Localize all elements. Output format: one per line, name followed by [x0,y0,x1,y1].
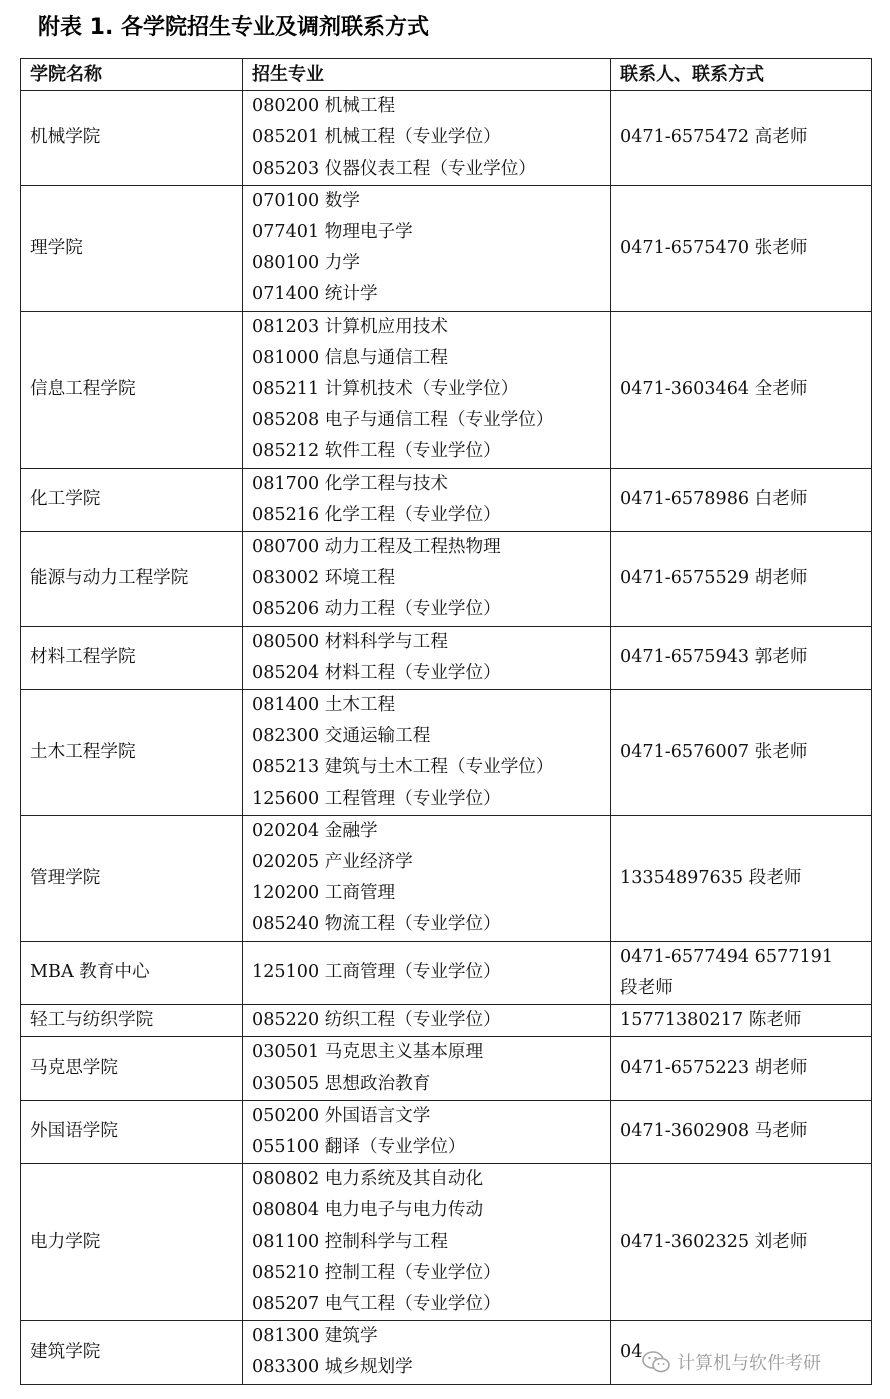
contact-cell [611,91,872,186]
major-item: 077401 物理电子学 [252,222,413,243]
majors-cell [243,1037,611,1100]
college-name-cell: 材料工程学院 [21,626,243,689]
college-contact-table [20,58,872,1385]
college-name-cell: 外国语学院 [21,1100,243,1163]
contact-cell [611,941,872,1004]
college-name-cell: 机械学院 [21,91,243,186]
contact-line: 13354897635 段老师 [620,867,802,888]
table-row [21,815,872,941]
majors-cell [243,815,611,941]
major-item: 081000 信息与通信工程 [252,347,448,368]
contact-line: 0471-6575470 张老师 [620,237,808,258]
contact-line: 段老师 [620,977,673,998]
contact-line: 0471-6578986 白老师 [620,489,808,510]
major-item: 081203 计算机应用技术 [252,316,448,337]
majors-cell [243,1100,611,1163]
major-item: 071400 统计学 [252,284,378,305]
major-item: 080200 机械工程 [252,96,396,117]
major-item: 085240 物流工程（专业学位） [252,914,501,935]
header-college: 学院名称 [21,59,243,91]
major-item: 085206 动力工程（专业学位） [252,599,501,620]
table-row [21,1164,872,1321]
majors-cell [243,468,611,531]
major-item: 080700 动力工程及工程热物理 [252,537,501,558]
table-row [21,91,872,186]
contact-line: 0471-3602325 刘老师 [620,1231,808,1252]
contact-cell [611,1164,872,1321]
major-item: 085203 仪器仪表工程（专业学位） [252,158,536,179]
table-row [21,1100,872,1163]
table-row [21,311,872,468]
contact-cell [611,690,872,816]
table-row [21,941,872,1004]
contact-cell [611,468,872,531]
contact-cell [611,1100,872,1163]
college-name-cell: 信息工程学院 [21,311,243,468]
major-item: 050200 外国语言文学 [252,1105,431,1126]
page-title: 附表 1. 各学院招生专业及调剂联系方式 [38,15,429,40]
college-name-cell: 化工学院 [21,468,243,531]
contact-line: 0471-6575943 郭老师 [620,647,808,668]
header-contact: 联系人、联系方式 [611,59,872,91]
majors-cell [243,690,611,816]
contact-line: 15771380217 陈老师 [620,1010,802,1031]
majors-cell [243,1005,611,1037]
contact-cell [611,815,872,941]
table-row [21,185,872,311]
contact-line: 0471-6575223 胡老师 [620,1057,808,1078]
contact-line: 0471-6575529 胡老师 [620,568,808,589]
major-item: 081300 建筑学 [252,1326,378,1347]
majors-cell [243,1321,611,1384]
major-item: 055100 翻译（专业学位） [252,1136,466,1157]
watermark-text: 计算机与软件考研 [677,1353,821,1374]
table-row [21,690,872,816]
majors-cell [243,532,611,627]
major-item: 020204 金融学 [252,820,378,841]
contact-line: 0471-3603464 全老师 [620,379,808,400]
major-item: 082300 交通运输工程 [252,726,431,747]
contact-cell [611,626,872,689]
college-name-cell: 建筑学院 [21,1321,243,1384]
major-item: 085204 材料工程（专业学位） [252,662,501,683]
major-item: 030501 马克思主义基本原理 [252,1042,484,1063]
major-item: 080804 电力电子与电力传动 [252,1200,484,1221]
table-body [21,91,872,1384]
contact-line: 0471-6577494 6577191 [620,946,834,967]
major-item: 085211 计算机技术（专业学位） [252,379,519,400]
majors-cell [243,311,611,468]
contact-cell [611,1321,872,1384]
college-name-cell: 轻工与纺织学院 [21,1005,243,1037]
college-name-cell: 能源与动力工程学院 [21,532,243,627]
majors-cell [243,1164,611,1321]
major-item: 085220 纺织工程（专业学位） [252,1010,501,1031]
major-item: 085212 软件工程（专业学位） [252,441,501,462]
college-name-cell: 马克思学院 [21,1037,243,1100]
contact-cell [611,311,872,468]
contact-line: 0471-6576007 张老师 [620,741,808,762]
college-name-cell: 土木工程学院 [21,690,243,816]
major-item: 125600 工程管理（专业学位） [252,788,501,809]
table-row [21,1321,872,1384]
college-name-cell: 管理学院 [21,815,243,941]
contact-line: 04 [620,1341,643,1362]
majors-cell [243,91,611,186]
major-item: 020205 产业经济学 [252,852,413,873]
major-item: 081100 控制科学与工程 [252,1231,448,1252]
major-item: 081400 土木工程 [252,695,396,716]
major-item: 085210 控制工程（专业学位） [252,1262,501,1283]
majors-cell [243,941,611,1004]
major-item: 080802 电力系统及其自动化 [252,1169,484,1190]
major-item: 080100 力学 [252,253,360,274]
major-item: 085213 建筑与土木工程（专业学位） [252,757,554,778]
header-majors: 招生专业 [243,59,611,91]
contact-cell [611,1037,872,1100]
table-row [21,468,872,531]
contact-cell [611,185,872,311]
contact-cell [611,1005,872,1037]
table-row [21,626,872,689]
major-item: 085216 化学工程（专业学位） [252,504,501,525]
college-name-cell: 理学院 [21,185,243,311]
college-name-cell: MBA 教育中心 [21,941,243,1004]
major-item: 070100 数学 [252,190,360,211]
college-name-cell: 电力学院 [21,1164,243,1321]
contact-line: 0471-3602908 马老师 [620,1121,808,1142]
table-row [21,532,872,627]
majors-cell [243,626,611,689]
major-item: 080500 材料科学与工程 [252,631,448,652]
major-item: 085201 机械工程（专业学位） [252,127,501,148]
contact-cell [611,532,872,627]
major-item: 085208 电子与通信工程（专业学位） [252,410,554,431]
major-item: 120200 工商管理 [252,883,396,904]
major-item: 081700 化学工程与技术 [252,473,448,494]
contact-line: 0471-6575472 高老师 [620,127,808,148]
major-item: 083300 城乡规划学 [252,1357,413,1378]
majors-cell [243,185,611,311]
table-row [21,1037,872,1100]
table-row [21,1005,872,1037]
major-item: 083002 环境工程 [252,568,396,589]
major-item: 085207 电气工程（专业学位） [252,1293,501,1314]
table-header-row [21,59,872,91]
major-item: 125100 工商管理（专业学位） [252,962,501,983]
major-item: 030505 思想政治教育 [252,1073,431,1094]
